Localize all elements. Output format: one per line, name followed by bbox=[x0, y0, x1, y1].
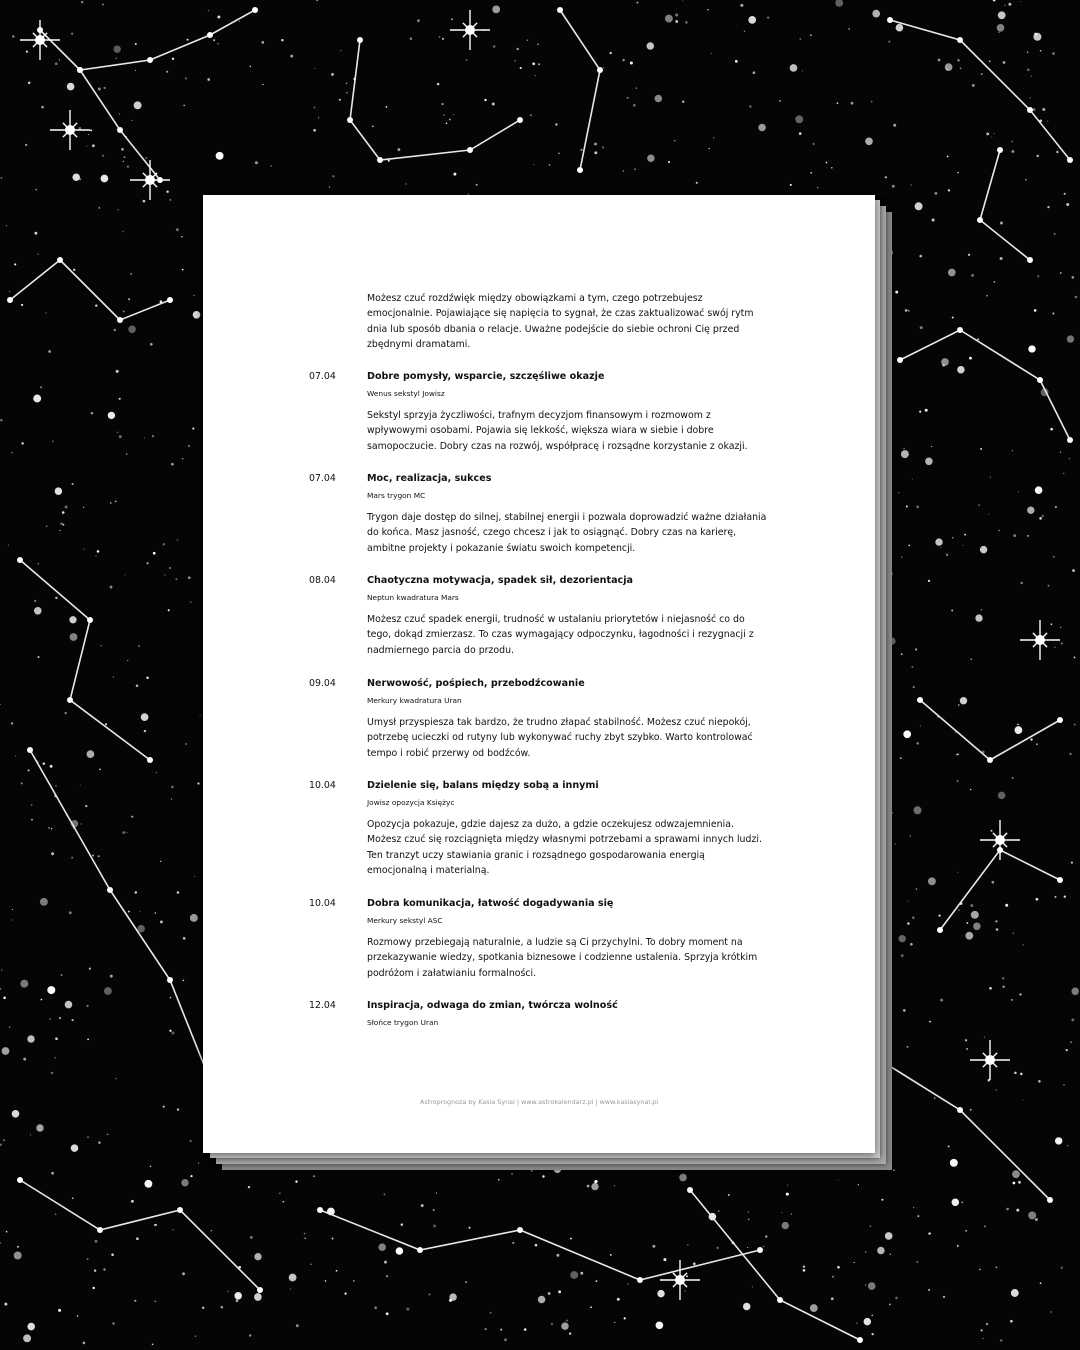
entry-aspect: Słońce trygon Uran bbox=[367, 1018, 439, 1027]
entry-title: Dzielenie się, balans między sobą a innymi bbox=[367, 780, 599, 791]
entry-title: Nerwowość, pośpiech, przebodźcowanie bbox=[367, 678, 585, 689]
entry-description: Trygon daje dostęp do silnej, stabilnej energii i pozwala doprowadzić ważne działania do końca. Masz jasność, czego chcesz i jak to osiągnąć. Dobry czas na karierę, ambitne projekty i pokazanie światu swoich kompetencji. bbox=[367, 512, 767, 554]
entry-description: Rozmowy przebiegają naturalnie, a ludzie są Ci przychylni. To dobry moment na przekazywanie wiedzy, spotkania biznesowe i codzienne ustalenia. Sprzyja krótkim podróżom i załatwianiu formalności. bbox=[367, 937, 758, 979]
entry-date: 10.04 bbox=[309, 898, 336, 909]
entry-title: Moc, realizacja, sukces bbox=[367, 473, 492, 484]
entry-title: Dobre pomysły, wsparcie, szczęśliwe okazje bbox=[367, 371, 605, 382]
entry-aspect: Neptun kwadratura Mars bbox=[367, 593, 459, 602]
entry-description: Sekstyl sprzyja życzliwości, trafnym decyzjom finansowym i rozmowom z wpływowymi osobami. Pojawia się lekkość, większa wiara w siebie i dobre samopoczucie. Dobry czas na rozwój, współpracę i rozsądne korzystanie z okazji. bbox=[367, 410, 748, 452]
entry-description: Umysł przyspiesza tak bardzo, że trudno złapać stabilność. Możesz czuć niepokój, potrzebę ucieczki od rutyny lub wykonywać ruchy zbyt szybko. Warto kontrolować tempo i robić przerwy od bodźców. bbox=[367, 717, 753, 759]
entry-aspect: Merkury kwadratura Uran bbox=[367, 696, 462, 705]
page-footer: Astroprognoza by Kasia Synal | www.astrokalendarz.pl | www.kasiasynal.pl bbox=[419, 1098, 659, 1106]
entry-title: Chaotyczna motywacja, spadek sił, dezorientacja bbox=[367, 575, 633, 586]
entry-date: 10.04 bbox=[309, 780, 336, 791]
entry-date: 12.04 bbox=[309, 1000, 336, 1011]
entry-date: 08.04 bbox=[309, 575, 336, 586]
entry-title: Inspiracja, odwaga do zmian, twórcza wolność bbox=[367, 1000, 618, 1011]
entry-date: 07.04 bbox=[309, 371, 336, 382]
entry-aspect: Jowisz opozycja Księżyc bbox=[367, 798, 455, 807]
document-page bbox=[203, 195, 875, 1153]
entry-description: Możesz czuć spadek energii, trudność w ustalaniu priorytetów i niejasność co do tego, dokąd zmierzasz. To czas wymagający odpoczynku, łagodności i rezygnacji z nadmiernego parcia do przodu. bbox=[367, 614, 754, 656]
entry-date: 09.04 bbox=[309, 678, 336, 689]
entry-aspect: Wenus sekstyl Jowisz bbox=[367, 389, 445, 398]
entry-date: 07.04 bbox=[309, 473, 336, 484]
entry-title: Dobra komunikacja, łatwość dogadywania się bbox=[367, 898, 614, 909]
intro-paragraph: Możesz czuć rozdźwięk między obowiązkami a tym, czego potrzebujesz emocjonalnie. Pojawiające się napięcia to sygnał, że czas zaktualizować swój rytm dnia lub sposób dbania o relacje. Uważne podejście do siebie ochroni Cię przed zbędnymi dramatami. bbox=[367, 293, 754, 351]
entry-aspect: Merkury sekstyl ASC bbox=[367, 916, 443, 925]
entry-aspect: Mars trygon MC bbox=[367, 491, 426, 500]
entry-description: Opozycja pokazuje, gdzie dajesz za dużo, a gdzie oczekujesz odwzajemnienia. Możesz czuć się rozciągnięta między własnymi potrzebami a sprawami innych ludzi. Ten tranzyt uczy stawiania granic i rozsądnego gospodarowania energią emocjonalną i materialną. bbox=[367, 819, 762, 877]
